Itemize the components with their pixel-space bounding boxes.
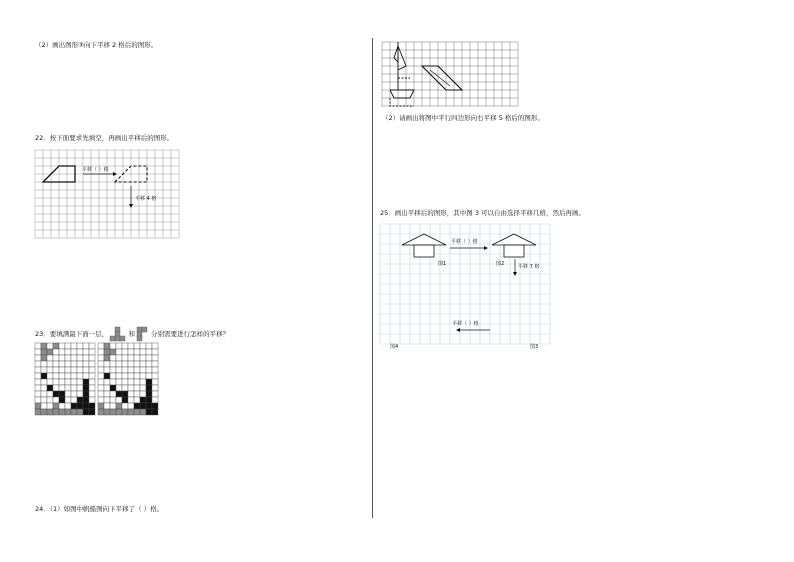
q25-shift-bottom-label: 平移（ ）格	[452, 321, 479, 327]
q23-piece-b-icon	[137, 327, 149, 341]
q25-fig2-label: 图2	[496, 261, 505, 267]
q23-prompt-b: 分别需要进行怎样的平移？	[151, 330, 230, 338]
q23-prompt-and: 和	[128, 330, 135, 338]
question-24-part2: （2）请画出将图中平行四边形向右平移 5 格后的图形。	[382, 114, 544, 122]
q25-house-fig1	[402, 234, 446, 257]
q25-shift-top-label: 平移（ ）格	[451, 239, 478, 245]
question-24-part1: 24．（1）如图中帆船图向下平移了（ ）格。	[35, 505, 164, 513]
q23-piece-a-icon	[110, 327, 126, 341]
q22-grid	[35, 150, 181, 238]
question-22-prompt: 22．按下面要求先填空，再画出平移后的图形。	[35, 134, 174, 142]
q23-prompt-a: 23．要填满最下面一层，	[35, 330, 109, 338]
q25-fig3-label: 图3	[530, 344, 539, 350]
q23-grid-right	[98, 343, 158, 415]
q23-grid-left	[35, 343, 95, 415]
q25-house-fig2	[492, 234, 536, 257]
q24-parallelogram	[422, 66, 462, 90]
question-25-prompt: 25．画出平移后的图形，其中图 3 可以自由选择平移几格，然后再画。	[380, 209, 586, 217]
q22-label-down: 平移 4 格	[135, 196, 157, 202]
question-23-prompt	[35, 327, 229, 341]
q22-label-right: 平移（ ）格	[82, 167, 109, 173]
q25-fig4-label: 图4	[390, 344, 399, 350]
column-divider	[372, 38, 373, 518]
q24-grid	[382, 42, 518, 106]
q25-fig1-label: 图1	[438, 261, 447, 267]
q25-grid	[380, 224, 552, 351]
q25-shift-down-label: 平移 7 格	[518, 264, 540, 270]
question-21-part2: （2）画出图形③向下平移 2 格后的图形。	[35, 41, 158, 49]
